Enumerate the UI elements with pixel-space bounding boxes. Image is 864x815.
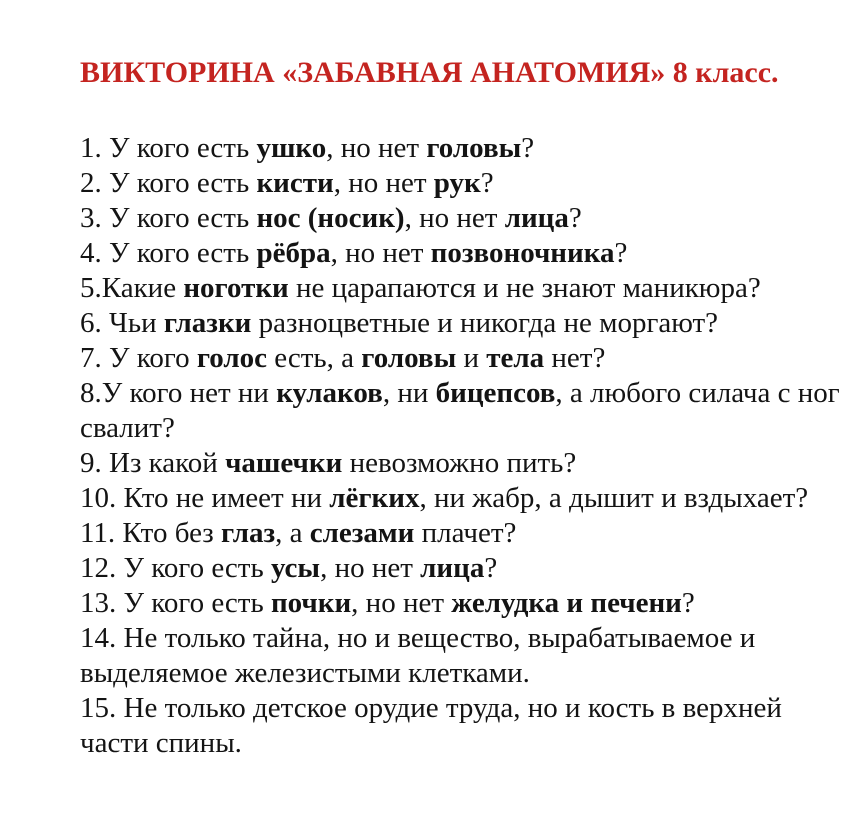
question-item — [80, 621, 842, 691]
question-text: , но нет — [320, 552, 421, 584]
question-keyword: тела — [486, 342, 545, 374]
question-keyword: почки — [270, 587, 352, 619]
question-keyword: нос (носик) — [256, 202, 405, 234]
question-text: ? — [568, 202, 582, 234]
question-text: 14. Не только тайна, но и вещество, вырабатываемое и выделяемое железистыми клетками. — [80, 622, 756, 689]
question-keyword: бицепсов — [435, 377, 556, 409]
question-text: 15. Не только детское орудие труда, но и кость в верхней части спины. — [80, 692, 782, 759]
question-item — [80, 516, 842, 551]
question-keyword: слезами — [309, 517, 415, 549]
question-text: ? — [484, 552, 498, 584]
question-keyword: лица — [504, 202, 569, 234]
question-keyword: позвоночника — [430, 237, 615, 269]
question-keyword: глаз — [221, 517, 276, 549]
question-text: 1. У кого есть — [80, 132, 257, 164]
question-keyword: рёбра — [256, 237, 331, 269]
question-text: 6. Чьи — [80, 307, 164, 339]
question-text: , ни жабр, а дышит и вздыхает? — [419, 482, 809, 514]
question-text: нет? — [544, 342, 606, 374]
question-item — [80, 341, 842, 376]
question-text: 10. Кто не имеет ни — [80, 482, 330, 514]
question-text: 13. У кого есть — [80, 587, 271, 619]
question-item — [80, 131, 842, 166]
question-keyword: кулаков — [276, 377, 383, 409]
question-keyword: рук — [433, 167, 481, 199]
question-text: 8.У кого нет ни — [80, 377, 277, 409]
question-keyword: желудка и печени — [451, 587, 682, 619]
question-item — [80, 586, 842, 621]
question-keyword: голос — [196, 342, 268, 374]
question-text: , но нет — [351, 587, 452, 619]
question-text: 3. У кого есть — [80, 202, 257, 234]
question-text: , но нет — [330, 237, 431, 269]
question-text: плачет? — [414, 517, 517, 549]
question-keyword: кисти — [256, 167, 334, 199]
question-text: 11. Кто без — [80, 517, 222, 549]
question-list — [80, 131, 842, 761]
question-text: есть, а — [267, 342, 362, 374]
question-keyword: лица — [420, 552, 485, 584]
question-item — [80, 376, 842, 446]
question-keyword: глазки — [163, 307, 252, 339]
question-keyword: ноготки — [183, 272, 289, 304]
question-text: разноцветные и никогда не моргают? — [251, 307, 719, 339]
question-item — [80, 201, 842, 236]
question-text: 4. У кого есть — [80, 237, 257, 269]
question-keyword: чашечки — [225, 447, 343, 479]
question-text: 5.Какие — [80, 272, 184, 304]
question-item — [80, 446, 842, 481]
question-item — [80, 691, 842, 761]
question-text: , но нет — [333, 167, 434, 199]
question-item — [80, 271, 842, 306]
question-keyword: головы — [361, 342, 457, 374]
question-item — [80, 306, 842, 341]
question-item — [80, 166, 842, 201]
question-text: , но нет — [326, 132, 427, 164]
question-text: 7. У кого — [80, 342, 197, 374]
question-keyword: ушко — [256, 132, 327, 164]
question-text: не царапаются и не знают маникюра? — [288, 272, 761, 304]
question-keyword: лёгких — [329, 482, 420, 514]
question-text: , а — [275, 517, 310, 549]
question-item — [80, 236, 842, 271]
quiz-title: ВИКТОРИНА «ЗАБАВНАЯ АНАТОМИЯ» 8 класс. — [80, 56, 779, 89]
question-text: и — [456, 342, 487, 374]
question-text: , ни — [382, 377, 436, 409]
question-text: невозможно пить? — [342, 447, 577, 479]
question-text: 9. Из какой — [80, 447, 226, 479]
question-keyword: усы — [270, 552, 321, 584]
question-text: , а любого силача с ног свалит? — [80, 377, 840, 444]
question-text: , но нет — [404, 202, 505, 234]
question-item — [80, 551, 842, 586]
question-text: ? — [614, 237, 628, 269]
question-text: ? — [521, 132, 535, 164]
question-text: ? — [681, 587, 695, 619]
question-keyword: головы — [426, 132, 522, 164]
question-text: ? — [480, 167, 494, 199]
question-item — [80, 481, 842, 516]
question-text: 2. У кого есть — [80, 167, 257, 199]
question-text: 12. У кого есть — [80, 552, 271, 584]
